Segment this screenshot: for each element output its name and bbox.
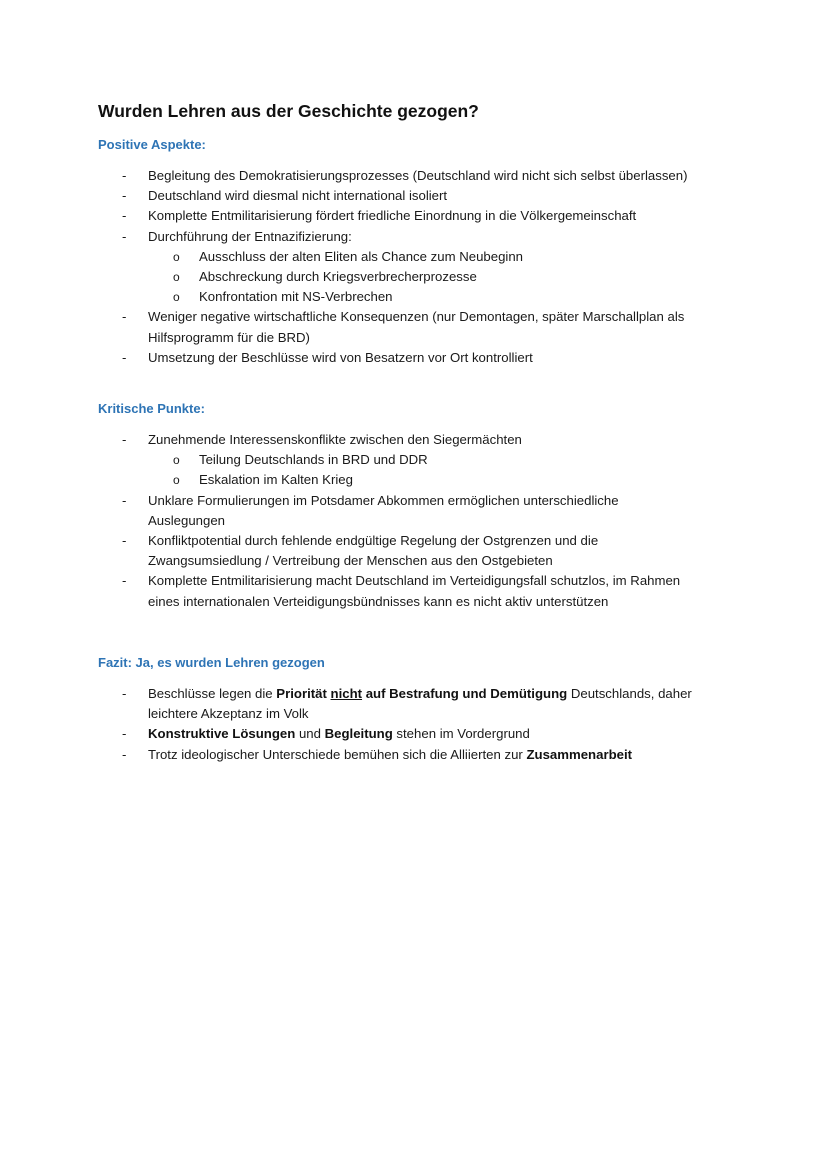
list-item: - Beschlüsse legen die Priorität nicht auf Bestrafung und Demütigung Deutschlands, daher [0, 684, 828, 704]
heading-critical: Kritische Punkte: [98, 401, 205, 416]
list-item-continuation: Auslegungen [148, 512, 225, 528]
circle-bullet: o [173, 270, 180, 285]
list-item: - Begleitung des Demokratisierungsprozesses (Deutschland wird nicht sich selbst überlassen) [0, 166, 828, 186]
list-item: - Komplette Entmilitarisierung macht Deutschland im Verteidigungsfall schutzlos, im Rahmen [0, 571, 828, 591]
dash-bullet: - [122, 188, 127, 204]
dash-bullet: - [122, 168, 127, 183]
list-item-continuation: eines internationalen Verteidigungsbündnisses kann es nicht aktiv unterstützen [148, 593, 609, 609]
list-item: - Umsetzung der Beschlüsse wird von Besatzern vor Ort kontrolliert [0, 348, 828, 368]
dash-bullet: - [122, 228, 127, 244]
list-item-continuation: leichtere Akzeptanz im Volk [148, 706, 309, 722]
list-fazit [0, 684, 828, 765]
sub-list-item: o Abschreckung durch Kriegsverbrecherprozesse [0, 267, 828, 287]
list-item: - Konstruktive Lösungen und Begleitung stehen im Vordergrund [0, 724, 828, 744]
list-item: - Unklare Formulierungen im Potsdamer Abkommen ermöglichen unterschiedliche [0, 491, 828, 511]
dash-bullet: - [122, 492, 127, 508]
heading-positive: Positive Aspekte: [98, 137, 206, 152]
list-critical [0, 430, 828, 612]
heading-fazit: Fazit: Ja, es wurden Lehren gezogen [98, 655, 325, 670]
sub-list-item: o Eskalation im Kalten Krieg [0, 470, 828, 490]
dash-bullet: - [122, 746, 127, 762]
circle-bullet: o [173, 473, 180, 488]
list-item: - Weniger negative wirtschaftliche Konsequenzen (nur Demontagen, später Marschallplan als [0, 307, 828, 327]
list-item: - Deutschland wird diesmal nicht international isoliert [0, 186, 828, 206]
circle-bullet: o [173, 290, 180, 305]
dash-bullet: - [122, 349, 127, 365]
list-item: - Durchführung der Entnazifizierung: [0, 227, 828, 247]
dash-bullet: - [122, 309, 127, 325]
sub-list-item: o Konfrontation mit NS-Verbrechen [0, 287, 828, 307]
dash-bullet: - [122, 208, 127, 224]
dash-bullet: - [122, 686, 127, 701]
dash-bullet: - [122, 533, 127, 549]
dash-bullet: - [122, 432, 127, 447]
dash-bullet: - [122, 726, 127, 742]
sub-list-item: o Teilung Deutschlands in BRD und DDR [0, 450, 828, 470]
list-item: - Konfliktpotential durch fehlende endgültige Regelung der Ostgrenzen und die [0, 531, 828, 551]
circle-bullet: o [173, 453, 180, 468]
list-item: - Komplette Entmilitarisierung fördert friedliche Einordnung in die Völkergemeinschaft [0, 206, 828, 226]
document-title: Wurden Lehren aus der Geschichte gezogen? [98, 101, 479, 121]
sub-list-item: o Ausschluss der alten Eliten als Chance zum Neubeginn [0, 247, 828, 267]
dash-bullet: - [122, 573, 127, 589]
list-positive [0, 166, 828, 368]
list-item: - Zunehmende Interessenskonflikte zwischen den Siegermächten [0, 430, 828, 450]
list-item-continuation: Hilfsprogramm für die BRD) [148, 329, 310, 345]
circle-bullet: o [173, 249, 180, 264]
list-item-continuation: Zwangsumsiedlung / Vertreibung der Menschen aus den Ostgebieten [148, 553, 553, 569]
list-item: - Trotz ideologischer Unterschiede bemühen sich die Alliierten zur Zusammenarbeit [0, 745, 828, 765]
